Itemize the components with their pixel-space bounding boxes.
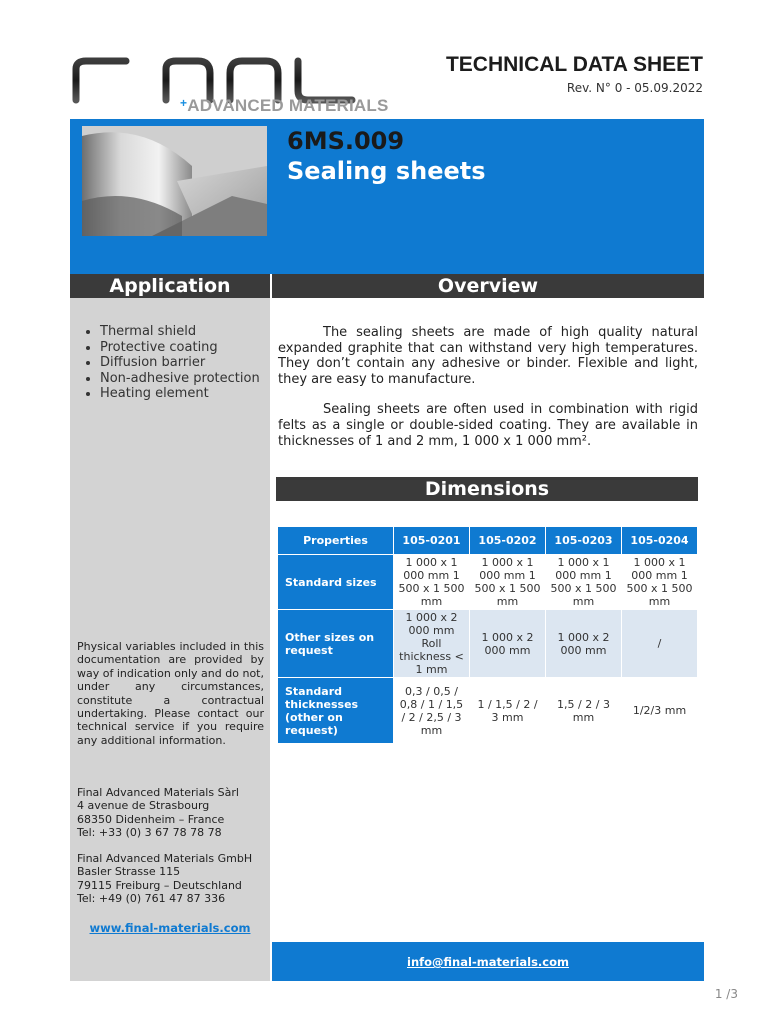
application-item: • Thermal shield	[100, 324, 268, 340]
row-header: Standard thicknesses (other on request)	[278, 678, 394, 744]
column-header: 105-0204	[622, 527, 698, 555]
application-list	[78, 324, 268, 402]
page-number: 1 /3	[714, 987, 738, 1001]
address-germany	[77, 852, 267, 906]
disclaimer-text: Physical variables included in this documentation are provided by way of indication only and do not, under any circumstances, constitute a contractual undertaking. Please contact our technical service if you require any additional information.	[77, 640, 264, 747]
phone: Tel: +33 (0) 3 67 78 78 78	[77, 826, 222, 840]
overview-text	[278, 325, 698, 464]
row-header: Other sizes on request	[278, 610, 394, 678]
overview-paragraph: The sealing sheets are made of high quality natural expanded graphite that can withstand very high temperatures. They don’t contain any adhesive or binder. Flexible and light, they are easy to manufacture.	[278, 325, 698, 387]
table-row	[278, 610, 698, 678]
overview-heading: Overview	[272, 274, 704, 298]
table-cell: /	[622, 610, 698, 678]
table-header-row	[278, 527, 698, 555]
product-name: Sealing sheets	[287, 157, 486, 185]
address-france	[77, 786, 267, 840]
revision-label: Rev. N° 0 - 05.09.2022	[566, 81, 703, 95]
table-cell: 1 000 x 1 000 mm 1 500 x 1 500 mm	[470, 555, 546, 610]
table-row	[278, 555, 698, 610]
document-type-title: TECHNICAL DATA SHEET	[445, 53, 703, 76]
street: Basler Strasse 115	[77, 865, 181, 879]
website-link[interactable]: www.final-materials.com	[89, 921, 251, 935]
table-row	[278, 678, 698, 744]
city: 79115 Freiburg – Deutschland	[77, 878, 242, 892]
overview-paragraph: Sealing sheets are often used in combination with rigid felts as a single or double-sided coating. They are available in thicknesses of 1 and 2 mm, 1 000 x 1 000 mm².	[278, 402, 698, 449]
product-code: 6MS.009	[287, 127, 405, 155]
column-header: 105-0203	[546, 527, 622, 555]
table-cell: 1 / 1,5 / 2 / 3 mm	[470, 678, 546, 744]
application-item: • Non-adhesive protection	[100, 371, 268, 387]
application-item: • Protective coating	[100, 340, 268, 356]
phone: Tel: +49 (0) 761 47 87 336	[77, 892, 226, 906]
logo-tagline: +ADVANCED MATERIALS	[180, 96, 389, 115]
row-header: Standard sizes	[278, 555, 394, 610]
application-item: • Heating element	[100, 386, 268, 402]
table-cell: 1 000 x 2 000 mm	[470, 610, 546, 678]
company-logo	[70, 55, 389, 117]
column-header: 105-0202	[470, 527, 546, 555]
column-header: Properties	[278, 527, 394, 555]
table-cell: 1 000 x 2 000 mm	[546, 610, 622, 678]
city: 68350 Didenheim – France	[77, 812, 225, 826]
table-cell: 1 000 x 2 000 mm Roll thickness < 1 mm	[394, 610, 470, 678]
table-cell: 1 000 x 1 000 mm 1 500 x 1 500 mm	[622, 555, 698, 610]
company-name: Final Advanced Materials GmbH	[77, 852, 253, 865]
dimensions-heading: Dimensions	[276, 477, 698, 501]
street: 4 avenue de Strasbourg	[77, 799, 210, 813]
column-header: 105-0201	[394, 527, 470, 555]
table-cell: 1,5 / 2 / 3 mm	[546, 678, 622, 744]
application-item: • Diffusion barrier	[100, 355, 268, 371]
table-cell: 1 000 x 1 000 mm 1 500 x 1 500 mm	[546, 555, 622, 610]
application-heading: Application	[70, 274, 270, 298]
product-photo	[82, 126, 267, 236]
company-name: Final Advanced Materials Sàrl	[77, 786, 239, 799]
table-cell: 1 000 x 1 000 mm 1 500 x 1 500 mm	[394, 555, 470, 610]
graphite-sheet-illustration	[82, 126, 267, 236]
email-link[interactable]: info@final-materials.com	[407, 955, 569, 969]
table-cell: 1/2/3 mm	[622, 678, 698, 744]
dimensions-table	[277, 526, 698, 744]
table-cell: 0,3 / 0,5 / 0,8 / 1 / 1,5 / 2 / 2,5 / 3 mm	[394, 678, 470, 744]
